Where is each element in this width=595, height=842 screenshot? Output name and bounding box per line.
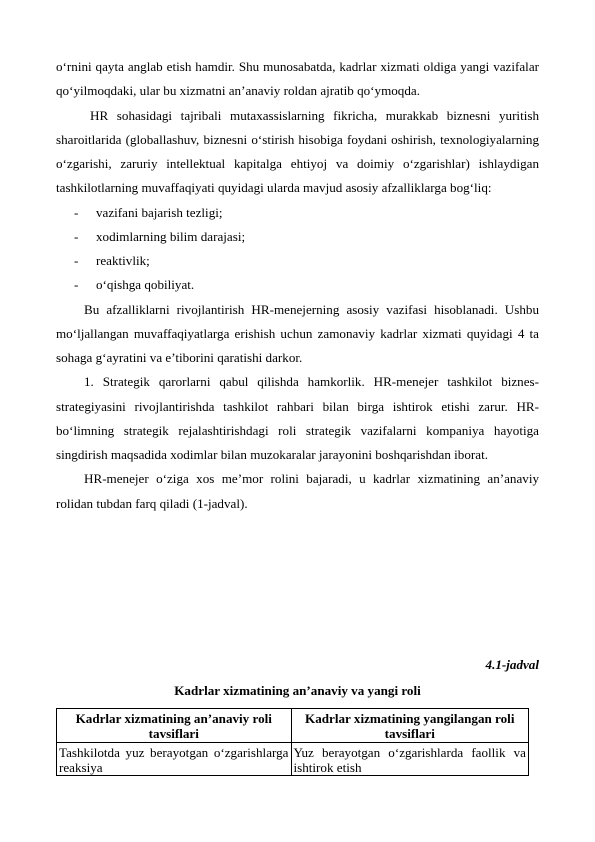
- paragraph-2: HR sohasidagi tajribali mutaxassislarning fikricha, murakkab biznesni yuritish sharoitlarida (globallashuv, biznesni o‘stirish hisobiga foydani oshirish, texnologiyalarning o‘zgarishi, zaruriy intellektual kapitalga ehtiyoj va doimiy o‘zgarishlar) ishlaydigan tashkilotlarning muvaffaqiyati quyidagi ularda mavjud asosiy afzalliklarga bog‘liq:: [56, 107, 539, 196]
- paragraph-4: 1. Strategik qarorlarni qabul qilishda hamkorlik. HR-menejer tashkilot biznes-strategiyasini rivojlantirishda tashkilot rahbari bilan birga ishtirok etishi zarur. HR-bo‘limning strategik rejalashtirishdagi roli strategik vazifalarni kompaniya hayotiga singdirish maqsadida xodimlar bilan muzokaralar jarayonini boshqarishdan iborat.: [56, 374, 539, 462]
- paragraph-5: HR-menejer o‘ziga xos me’mor rolini bajaradi, u kadrlar xizmatining an’anaviy rolidan tubdan farq qiladi (1-jadval).: [56, 471, 539, 511]
- table-header-cell: Kadrlar xizmatining an’anaviy roli tavsiflari: [57, 709, 292, 743]
- table-cell: Yuz berayotgan o‘zgarishlarda faollik va ishtirok etish: [291, 743, 529, 776]
- table-title: Kadrlar xizmatining an’anaviy va yangi roli: [174, 683, 421, 698]
- advantages-list: [56, 201, 539, 298]
- list-item-text: reaktivlik;: [96, 253, 150, 268]
- list-item: [56, 249, 539, 273]
- list-item: [56, 225, 539, 249]
- list-item-text: xodimlarning bilim darajasi;: [96, 228, 246, 244]
- list-item-text: o‘qishga qobiliyat.: [96, 277, 195, 293]
- table-row: [57, 743, 529, 776]
- table-header-cell: Kadrlar xizmatining yangilangan roli tavsiflari: [291, 709, 529, 743]
- table-number: 4.1-jadval: [485, 657, 539, 672]
- list-marker: -: [74, 228, 79, 244]
- list-item-text: vazifani bajarish tezligi;: [96, 204, 223, 220]
- list-item: [56, 201, 539, 225]
- paragraph-1: o‘rnini qayta anglab etish hamdir. Shu munosabatda, kadrlar xizmati oldiga yangi vazifalar qo‘yilmoqdaki, ular bu xizmatni an’anaviy roldan ajratib qo‘ymoqda.: [56, 59, 539, 99]
- roles-table: [56, 708, 529, 776]
- list-marker: -: [74, 253, 79, 268]
- table-header-row: [57, 709, 529, 743]
- table-cell: Tashkilotda yuz berayotgan o‘zgarishlarga reaksiya: [57, 743, 292, 776]
- list-marker: -: [74, 204, 79, 220]
- list-marker: -: [74, 277, 79, 293]
- body-text: [56, 55, 539, 516]
- paragraph-3: Bu afzalliklarni rivojlantirish HR-menejerning asosiy vazifasi hisoblanadi. Ushbu mo‘ljallangan muvaffaqiyatlarga erishish uchun zamonaviy kadrlar xizmati quyidagi 4 ta sohaga g‘ayratini va e’tiborini qaratishi darkor.: [56, 301, 539, 365]
- list-item: [56, 273, 539, 297]
